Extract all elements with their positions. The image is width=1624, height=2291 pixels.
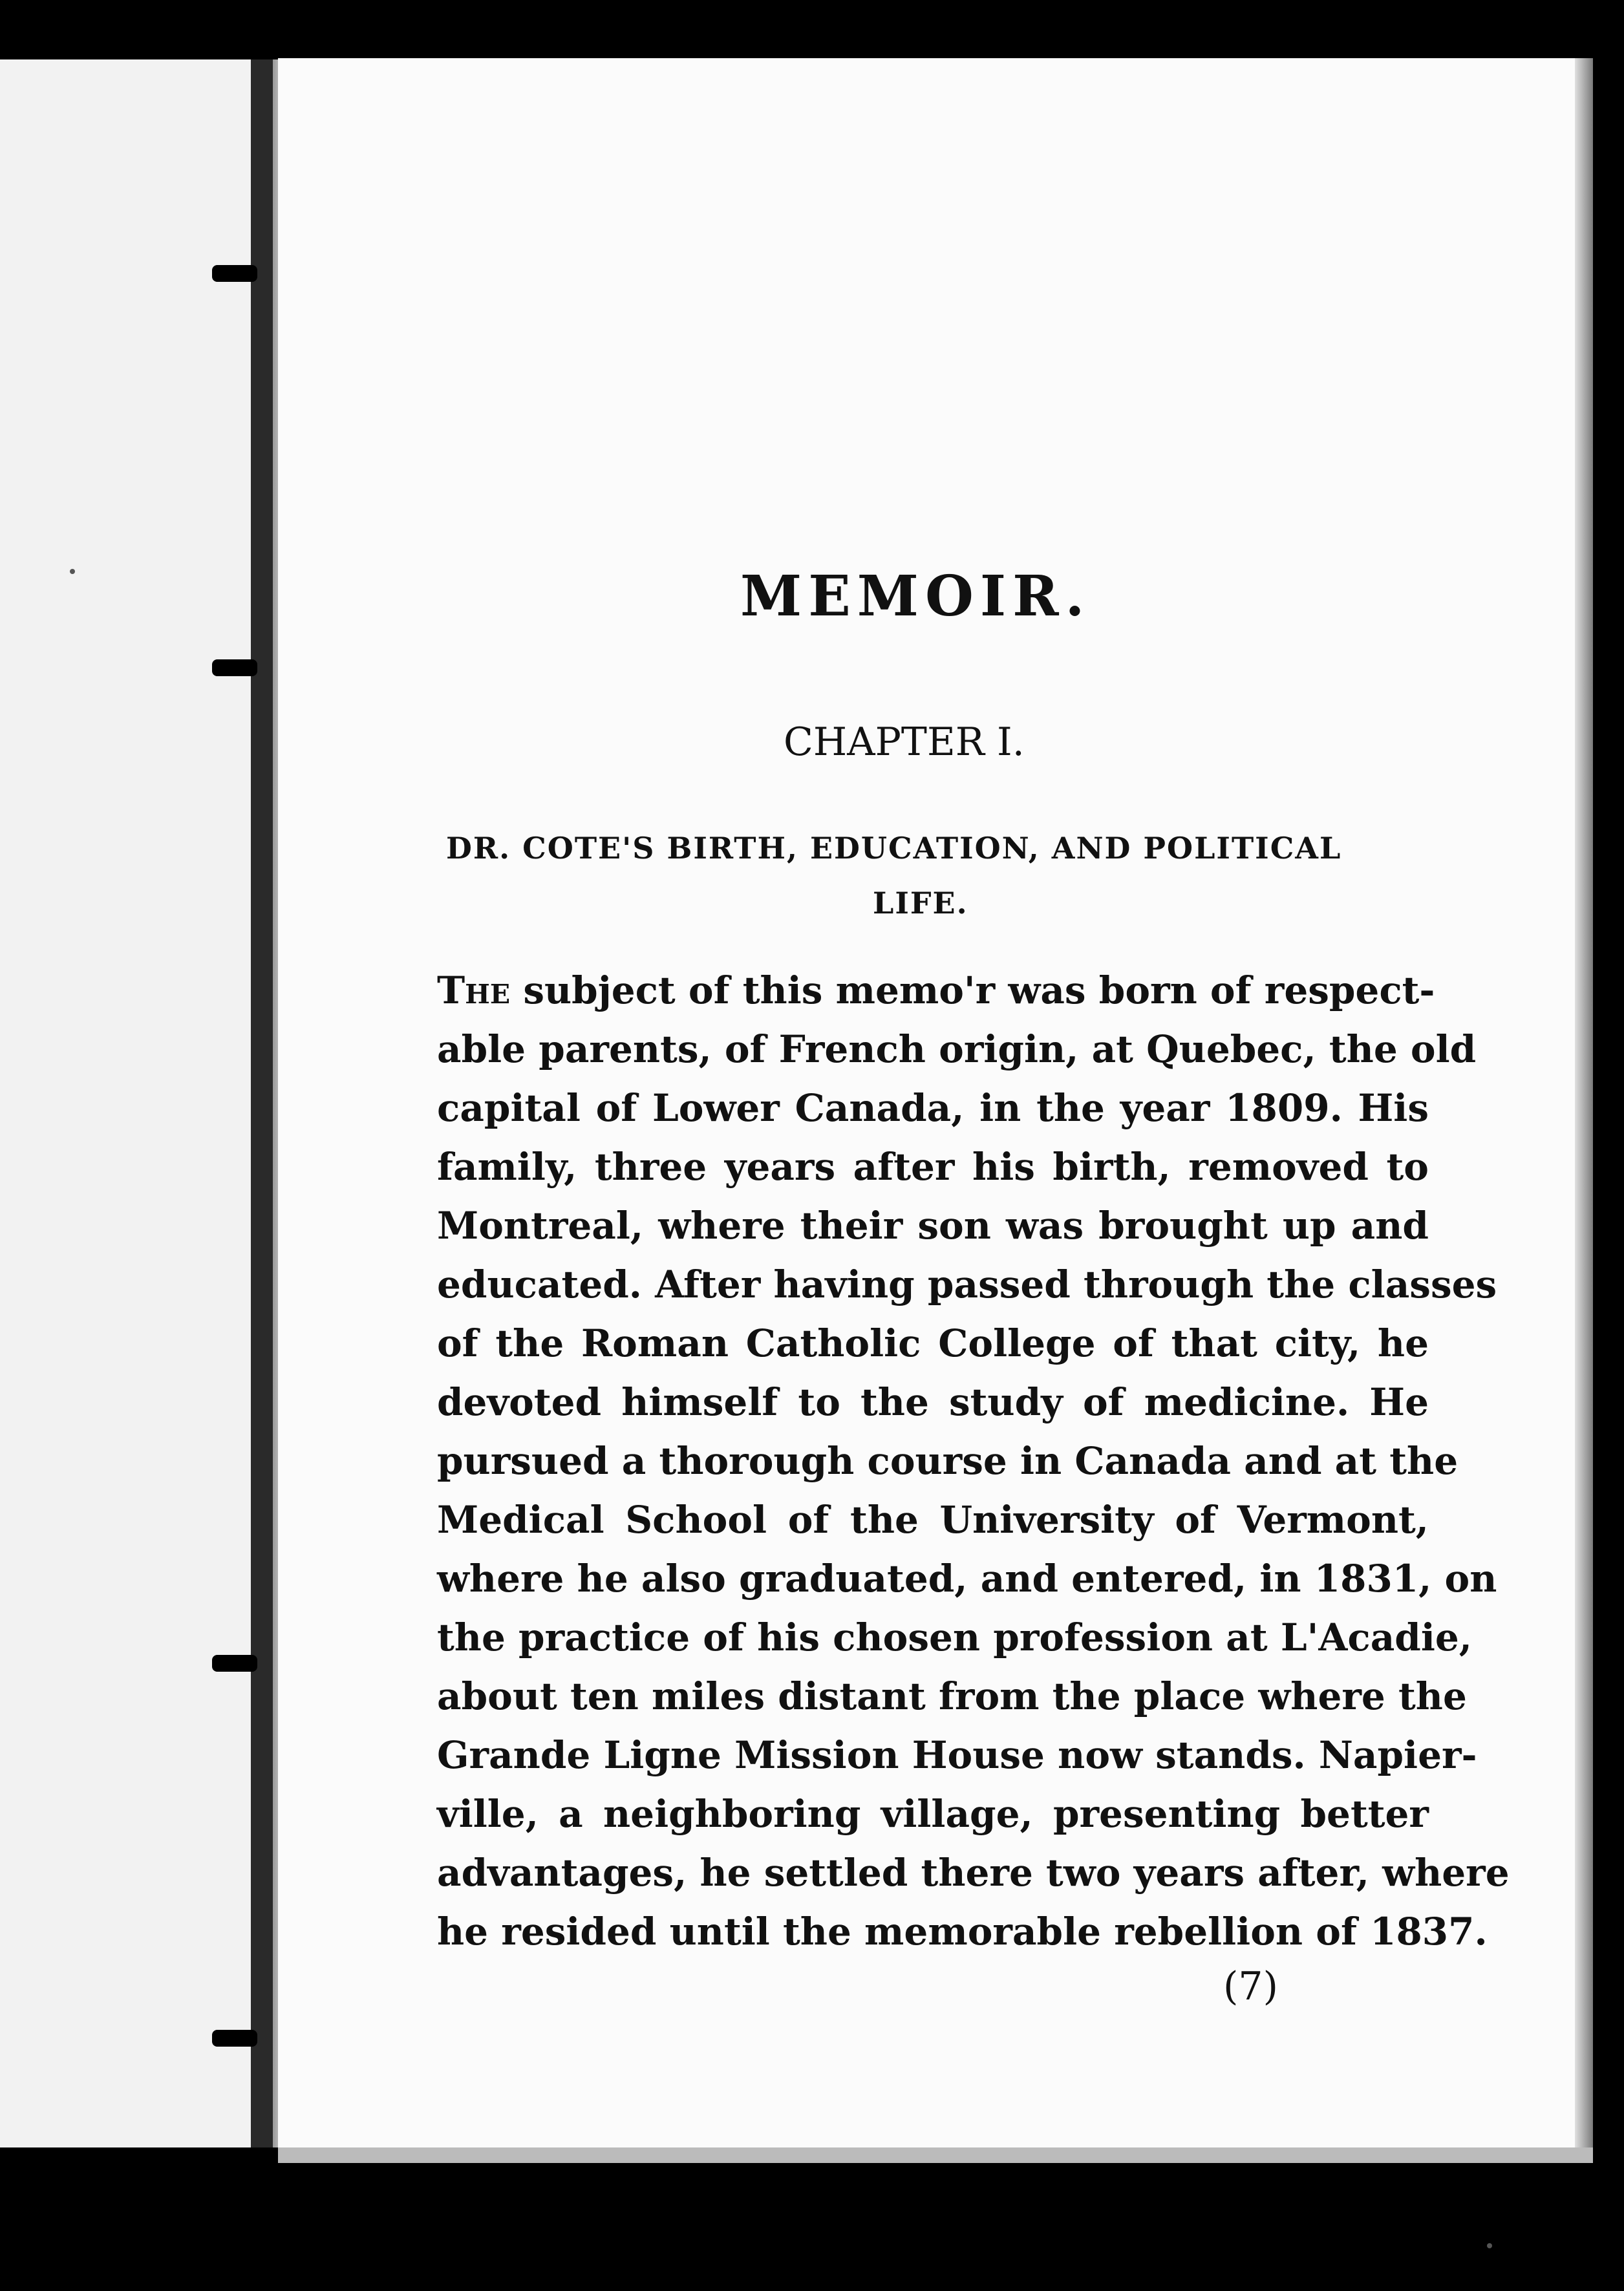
body-line: the practice of his chosen profession at L'Acadie, — [437, 1615, 1472, 1659]
body-line: family, three years after his birth, removed to — [437, 1145, 1429, 1189]
body-line-text: subject of this memo'r was born of respect- — [510, 968, 1435, 1012]
page-number: (7) — [1223, 1964, 1278, 2009]
body-line: ville, a neighboring village, presenting better — [437, 1792, 1429, 1836]
body-line: of the Roman Catholic College of that city, he — [437, 1321, 1429, 1365]
chapter-heading: CHAPTER I. — [784, 719, 1025, 765]
body-line: where he also graduated, and entered, in 1831, on — [437, 1557, 1497, 1601]
section-heading-line-1: DR. COTE'S BIRTH, EDUCATION, AND POLITICAL — [446, 831, 1342, 866]
drop-word: The — [437, 968, 511, 1012]
body-line: educated. After having passed through the classes — [437, 1263, 1497, 1306]
body-line: devoted himself to the study of medicine. He — [437, 1380, 1429, 1424]
section-heading-line-2: LIFE. — [873, 886, 968, 921]
body-line — [437, 961, 1435, 1020]
body-line: Medical School of the University of Vermont, — [437, 1498, 1429, 1542]
body-line: Montreal, where their son was brought up and — [437, 1204, 1429, 1248]
body-line: able parents, of French origin, at Quebec, the old — [437, 1027, 1477, 1071]
body-paragraph — [437, 961, 1510, 1961]
body-line: Grande Ligne Mission House now stands. Napier- — [437, 1733, 1477, 1777]
page-title: MEMOIR. — [740, 564, 1091, 629]
body-line: he resided until the memorable rebellion of 1837. — [437, 1910, 1488, 1954]
body-line: capital of Lower Canada, in the year 1809. His — [437, 1086, 1429, 1130]
body-line: about ten miles distant from the place where the — [437, 1674, 1467, 1718]
body-line: advantages, he settled there two years after, where — [437, 1851, 1510, 1895]
body-line: pursued a thorough course in Canada and at the — [437, 1439, 1458, 1483]
